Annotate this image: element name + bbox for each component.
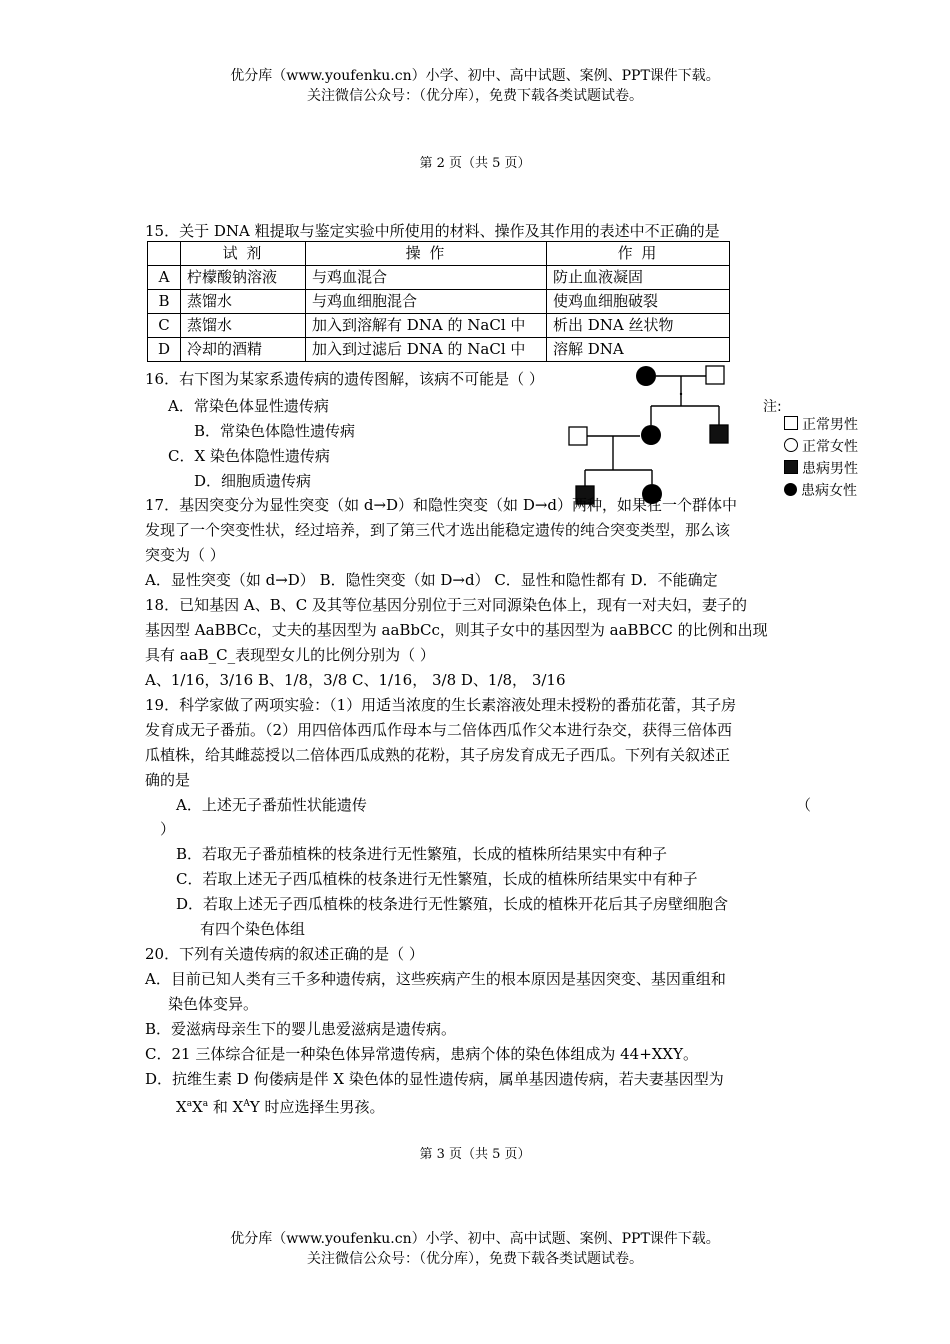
table-cell: 使鸡血细胞破裂 xyxy=(547,290,730,314)
table-cell: B xyxy=(148,290,181,314)
table-cell: 与鸡血细胞混合 xyxy=(306,290,547,314)
legend-item-normal-male xyxy=(784,414,858,436)
affected-female-i1 xyxy=(636,366,656,386)
circle-outline-icon xyxy=(784,438,798,452)
table-cell: 柠檬酸钠溶液 xyxy=(181,266,306,290)
q15-stem: 15．关于 DNA 粗提取与鉴定实验中所使用的材料、操作及其作用的表述中不正确的是 xyxy=(145,222,720,240)
legend-label: 正常女性 xyxy=(802,439,858,455)
table-cell: 与鸡血混合 xyxy=(306,266,547,290)
q20-option-c: C．21 三体综合征是一种染色体异常遗传病，患病个体的染色体组成为 44+XXY。 xyxy=(145,1045,699,1063)
allele-sup: a xyxy=(202,1099,209,1109)
q19-line-2: 发育成无子番茄。（2）用四倍体西瓜作母本与二倍体西瓜作父本进行杂交，获得三倍体西 xyxy=(145,721,733,739)
table-cell: 蒸馏水 xyxy=(181,290,306,314)
q17-line-1: 17．基因突变分为显性突变（如 d→D）和隐性突变（如 D→d）两种，如果在一个群体中 xyxy=(145,496,738,514)
q20-stem: 20．下列有关遗传病的叙述正确的是（ ） xyxy=(145,945,424,963)
table-row xyxy=(148,266,730,290)
q18-options: A、1/16，3/16 B、1/8，3/8 C、1/16， 3/8 D、1/8， 3/16 xyxy=(145,671,566,689)
q16-option-d: D．细胞质遗传病 xyxy=(194,472,312,490)
q16-option-a: A．常染色体显性遗传病 xyxy=(168,397,329,415)
table-row xyxy=(148,314,730,338)
legend-item-affected-male xyxy=(784,458,858,480)
table-header-cell: 操 作 xyxy=(306,242,547,266)
header-line-1: 优分库（www.youfenku.cn）小学、初中、高中试题、案例、PPT课件下载。 xyxy=(230,68,720,84)
genotype-tail: Y 时应选择生男孩。 xyxy=(249,1098,385,1116)
q17-options: A．显性突变（如 d→D） B．隐性突变（如 D→d） C．显性和隐性都有 D．不能确定 xyxy=(145,571,718,589)
affected-female-ii2 xyxy=(641,425,661,445)
q16-option-c: C．X 染色体隐性遗传病 xyxy=(168,447,330,465)
genotype-and: 和 X xyxy=(208,1098,244,1116)
square-filled-icon xyxy=(784,460,798,474)
table-cell: 防止血液凝固 xyxy=(547,266,730,290)
q15-table xyxy=(147,241,730,362)
pedigree-legend xyxy=(784,414,858,502)
q19-paren-open: （ xyxy=(796,796,812,814)
legend-label: 患病女性 xyxy=(801,483,857,499)
table-cell: D xyxy=(148,338,181,362)
q20-option-a-line-1: A．目前已知人类有三千多种遗传病，这些疾病产生的根本原因是基因突变、基因重组和 xyxy=(145,970,726,988)
genotype-x: X xyxy=(192,1098,203,1116)
q19-option-d-line-2: 有四个染色体组 xyxy=(200,920,306,938)
affected-male-ii3 xyxy=(710,425,728,443)
q17-line-2: 发现了一个突变性状，经过培养，到了第三代才选出能稳定遗传的纯合突变类型，那么该 xyxy=(145,521,731,539)
table-cell: 蒸馏水 xyxy=(181,314,306,338)
q20-option-d-line-2 xyxy=(176,1092,385,1119)
q20-option-b: B．爱滋病母亲生下的婴儿患爱滋病是遗传病。 xyxy=(145,1020,457,1038)
q19-paren-close: ） xyxy=(160,820,176,838)
q19-option-c: C．若取上述无子西瓜植株的枝条进行无性繁殖，长成的植株所结果实中有种子 xyxy=(176,870,698,888)
q19-line-1: 19．科学家做了两项实验：（1）用适当浓度的生长素溶液处理未授粉的番茄花蕾，其子房 xyxy=(145,696,737,714)
page-number-top: 第 2 页（共 5 页） xyxy=(419,156,531,171)
legend-item-normal-female xyxy=(784,436,858,458)
normal-male-ii1 xyxy=(569,427,587,445)
table-cell: 加入到过滤后 DNA 的 NaCl 中 xyxy=(306,338,547,362)
page-number-bottom: 第 3 页（共 5 页） xyxy=(419,1147,531,1162)
q18-line-1: 18．已知基因 A、B、C 及其等位基因分别位于三对同源染色体上，现有一对夫妇，妻子的 xyxy=(145,596,747,614)
q20-option-d-line-1: D．抗维生素 D 佝偻病是伴 X 染色体的显性遗传病，属单基因遗传病，若夫妻基因型为 xyxy=(145,1070,724,1088)
q17-line-3: 突变为（ ） xyxy=(145,546,225,564)
legend-label: 正常男性 xyxy=(802,417,858,433)
table-row xyxy=(148,290,730,314)
allele-sup: a xyxy=(186,1099,193,1109)
circle-filled-icon xyxy=(784,483,797,496)
q18-line-2: 基因型 AaBBCc，丈夫的基因型为 aaBbCc，则其子女中的基因型为 aaBBCC 的比例和出现 xyxy=(145,621,768,639)
allele-sup: A xyxy=(243,1099,250,1109)
legend-item-affected-female xyxy=(784,480,858,502)
q19-option-b: B．若取无子番茄植株的枝条进行无性繁殖，长成的植株所结果实中有种子 xyxy=(176,845,668,863)
ink-dot xyxy=(680,393,682,395)
table-cell: 溶解 DNA xyxy=(547,338,730,362)
legend-title: 注: xyxy=(763,399,782,415)
footer-line-2: 关注微信公众号：（优分库），免费下载各类试题试卷。 xyxy=(307,1251,643,1267)
header-line-2: 关注微信公众号：（优分库），免费下载各类试题试卷。 xyxy=(307,88,643,104)
square-outline-icon xyxy=(784,416,798,430)
q19-option-d-line-1: D．若取上述无子西瓜植株的枝条进行无性繁殖，长成的植株开花后其子房壁细胞含 xyxy=(176,895,729,913)
table-cell: 析出 DNA 丝状物 xyxy=(547,314,730,338)
table-header-cell: 作 用 xyxy=(547,242,730,266)
footer-line-1: 优分库（www.youfenku.cn）小学、初中、高中试题、案例、PPT课件下载。 xyxy=(230,1231,720,1247)
q18-line-3: 具有 aaB_C_表现型女儿的比例分别为（ ） xyxy=(145,646,435,664)
q19-line-3: 瓜植株，给其雌蕊授以二倍体西瓜成熟的花粉，其子房发育成无子西瓜。下列有关叙述正 xyxy=(145,746,731,764)
normal-male-i2 xyxy=(706,366,724,384)
q19-line-4: 确的是 xyxy=(145,771,191,789)
table-cell: A xyxy=(148,266,181,290)
table-cell: 冷却的酒精 xyxy=(181,338,306,362)
table-header-cell xyxy=(148,242,181,266)
table-cell: C xyxy=(148,314,181,338)
table-cell: 加入到溶解有 DNA 的 NaCl 中 xyxy=(306,314,547,338)
legend-label: 患病男性 xyxy=(802,461,858,477)
table-header-row xyxy=(148,242,730,266)
q20-option-a-line-2: 染色体变异。 xyxy=(168,995,259,1013)
table-header-cell: 试 剂 xyxy=(181,242,306,266)
q19-option-a: A．上述无子番茄性状能遗传 xyxy=(176,796,367,814)
genotype-x: X xyxy=(176,1098,187,1116)
q16-option-b: B．常染色体隐性遗传病 xyxy=(194,422,356,440)
q16-stem: 16．右下图为某家系遗传病的遗传图解，该病不可能是（ ） xyxy=(145,370,544,388)
